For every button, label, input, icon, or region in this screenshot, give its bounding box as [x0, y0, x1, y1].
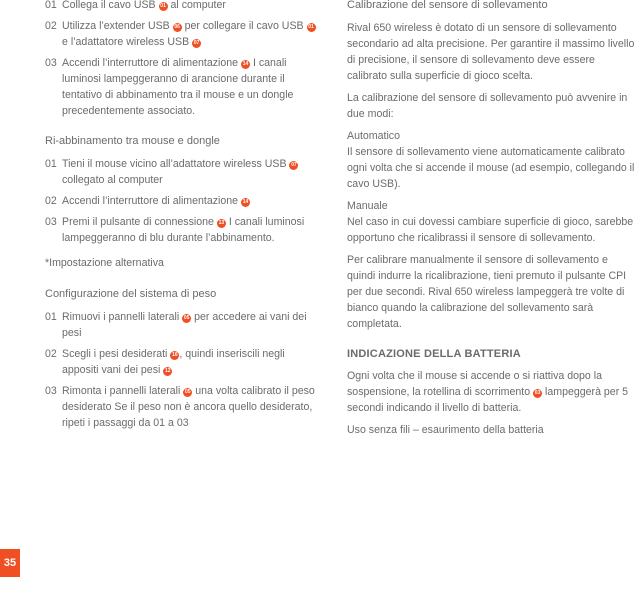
- step-item: [45, 214, 317, 246]
- part-ref-icon: 14: [242, 199, 249, 205]
- repair-heading: Ri-abbinamento tra mouse e dongle: [45, 135, 220, 147]
- battery-text: [347, 368, 637, 416]
- calibration-modes: La calibrazione del sensore di sollevamento può avvenire in due modi:: [347, 92, 628, 120]
- text-fragment: per collegare il cavo USB: [181, 20, 307, 32]
- step-item: [45, 55, 317, 119]
- step-number: 03: [45, 57, 57, 69]
- step-item: [45, 156, 317, 188]
- left-column: [45, 0, 317, 436]
- step-text: [62, 311, 307, 339]
- text-fragment: Utilizza l’extender USB: [62, 20, 173, 32]
- text-fragment: e l’adattatore wireless USB: [62, 36, 193, 48]
- page-number: 35: [0, 549, 20, 577]
- text-fragment: Scegli i pesi desiderati: [62, 348, 171, 360]
- part-ref-icon: 05: [185, 389, 191, 395]
- text-fragment: una volta calibrato il peso desiderato Se il peso non è ancora quello desiderato, ripeti i passaggi da 01 a 03: [62, 385, 315, 429]
- text-fragment: , quindi inseriscili negli appositi vani dei pesi: [62, 348, 285, 376]
- step-number: 01: [45, 158, 57, 170]
- step-number: 02: [45, 20, 57, 32]
- step-number: 03: [45, 216, 57, 228]
- step-item: [45, 0, 317, 13]
- text-fragment: Collega il cavo USB: [62, 0, 159, 11]
- text-fragment: Rimuovi i pannelli laterali: [62, 311, 183, 323]
- text-fragment: Premi il pulsante di connessione: [62, 216, 217, 228]
- part-ref-icon: 01: [308, 24, 314, 30]
- step-text: [62, 195, 250, 207]
- step-item: [45, 18, 317, 50]
- step-text: [62, 348, 285, 376]
- manual-label: Manuale: [347, 200, 388, 212]
- footnote: *Impostazione alternativa: [45, 257, 164, 269]
- step-item: [45, 383, 317, 431]
- manual-text: Nel caso in cui dovessi cambiare superficie di gioco, sarebbe opportuno che ricalibrassi il sensore di sollevamento.: [347, 216, 634, 244]
- step-item: [45, 309, 317, 341]
- text-fragment: Ogni volta che il mouse si accende o si riattiva dopo la sospensione, la rotellina di scorrimento: [347, 370, 602, 398]
- calibration-heading: Calibrazione del sensore di sollevamento: [347, 0, 548, 11]
- step-item: [45, 346, 317, 378]
- right-column: [347, 0, 637, 438]
- text-fragment: I canali luminosi lampeggeranno di arancione durante il tentativo di abbinamento tra il mouse e un dongle precedentemente associato.: [62, 57, 294, 117]
- step-number: 01: [45, 311, 57, 323]
- text-fragment: Accendi l’interruttore di alimentazione: [62, 57, 242, 69]
- part-ref-icon: 07: [291, 162, 297, 168]
- step-text: [62, 216, 304, 244]
- step-text: [62, 385, 315, 429]
- battery-heading: INDICAZIONE DELLA BATTERIA: [347, 348, 521, 360]
- auto-text: Il sensore di sollevamento viene automaticamente calibrato ogni volta che si accende il mouse (ad esempio, collegando il cavo USB).: [347, 146, 635, 190]
- weights-steps: [45, 309, 317, 431]
- step-number: 03: [45, 385, 57, 397]
- weights-heading: Configurazione del sistema di peso: [45, 288, 217, 300]
- step-item: [45, 193, 317, 209]
- part-ref-icon: 16: [172, 352, 178, 358]
- repair-steps: [45, 156, 317, 246]
- text-fragment: collegato al computer: [62, 174, 163, 186]
- part-ref-icon: 05: [183, 315, 190, 321]
- part-ref-icon: 01: [160, 3, 166, 9]
- text-fragment: Rimonta i pannelli laterali: [62, 385, 184, 397]
- part-ref-icon: 13: [218, 220, 225, 226]
- text-fragment: al computer: [167, 0, 226, 11]
- step-text: [62, 158, 298, 186]
- part-ref-icon: 06: [174, 24, 180, 30]
- step-text: [62, 57, 293, 117]
- text-fragment: lampeggerà per 5 secondi indicando il livello di batteria.: [347, 386, 629, 414]
- auto-label: Automatico: [347, 130, 400, 142]
- part-ref-icon: 03: [534, 390, 541, 396]
- setup-steps: [45, 0, 317, 119]
- step-number: 01: [45, 0, 57, 11]
- text-fragment: Accendi l’interruttore di alimentazione: [62, 195, 242, 207]
- text-fragment: Tieni il mouse vicino all’adattatore wireless USB: [62, 158, 290, 170]
- text-fragment: per accedere ai vani dei pesi: [62, 311, 307, 339]
- manual-instructions: Per calibrare manualmente il sensore di sollevamento e quindi indurre la ricalibrazione, tieni premuto il pulsante CPI per due secondi. Rival 650 wireless lampeggerà tre volte di bianco quando la calibrazione del sollevamento sarà completata.: [347, 254, 627, 330]
- part-ref-icon: 14: [242, 61, 249, 67]
- step-number: 02: [45, 195, 57, 207]
- calibration-intro: Rival 650 wireless è dotato di un sensore di sollevamento secondario ad alta precisione. Per garantire il massimo livello di precisione, il sensore di sollevamento deve essere calibrato sulla superficie di gioco scelta.: [347, 22, 635, 82]
- step-number: 02: [45, 348, 57, 360]
- usage-text: Uso senza fili – esaurimento della batteria: [347, 424, 544, 436]
- text-fragment: I canali luminosi lampeggeranno di blu durante l’abbinamento.: [62, 216, 305, 244]
- part-ref-icon: 07: [193, 40, 200, 46]
- step-text: [62, 0, 226, 11]
- part-ref-icon: 12: [165, 368, 171, 374]
- step-text: [62, 20, 316, 48]
